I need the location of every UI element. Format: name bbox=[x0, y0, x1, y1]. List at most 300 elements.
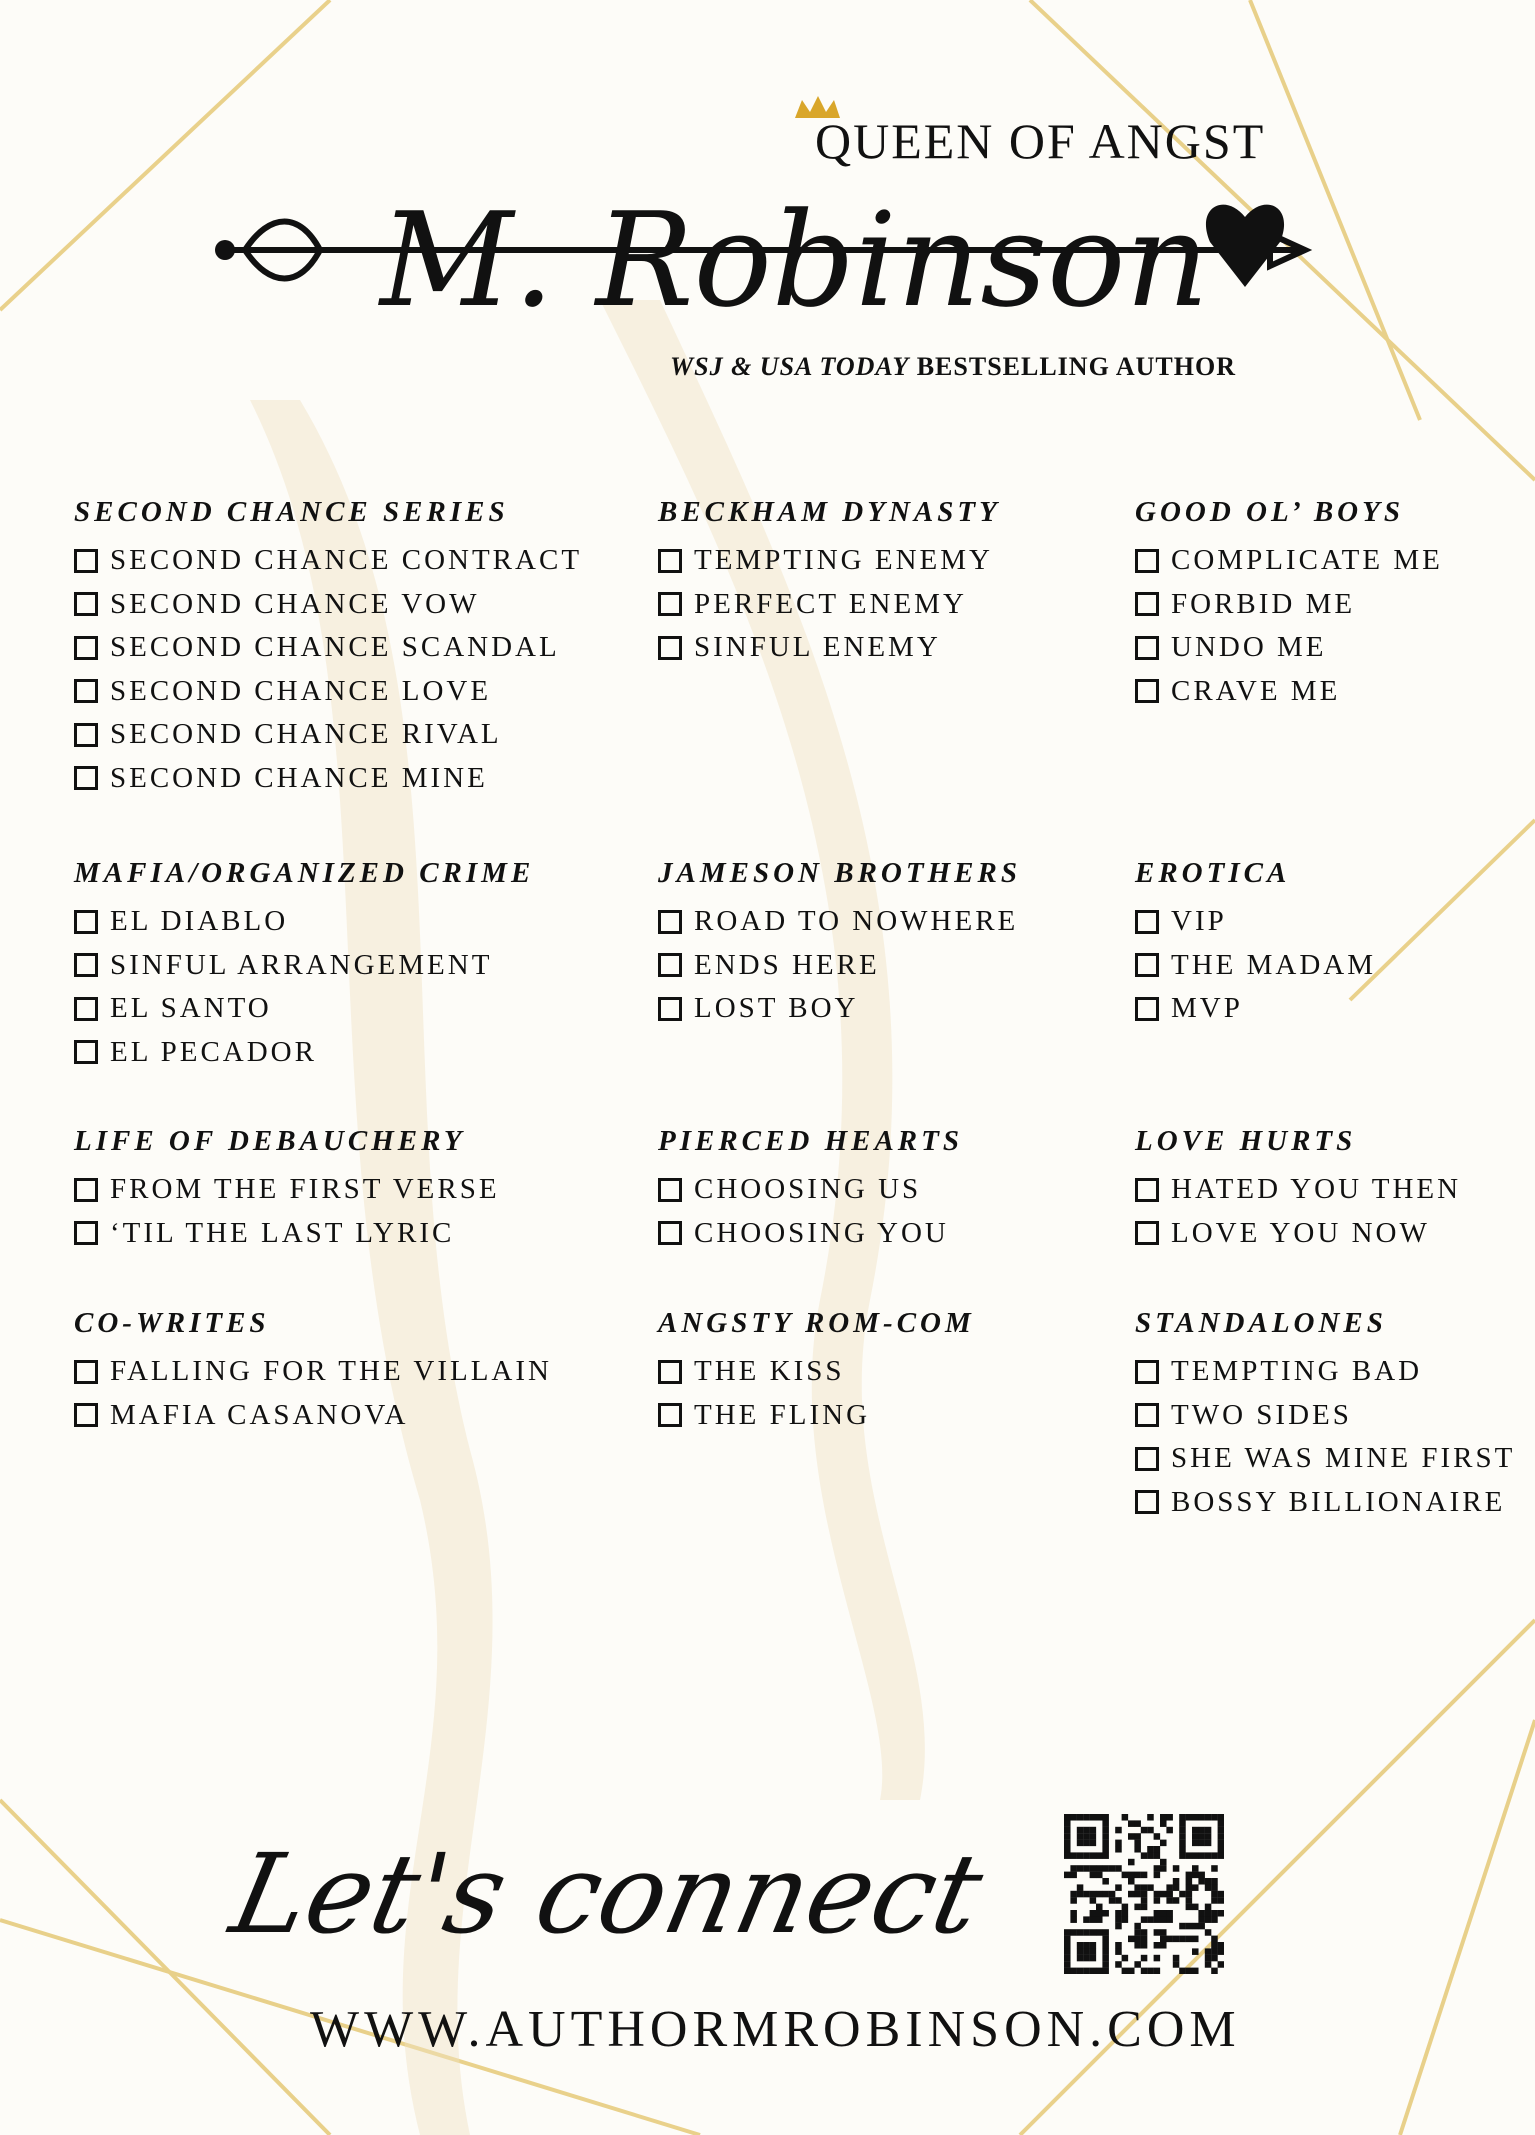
qr-module bbox=[1064, 1929, 1071, 1936]
book-checklist-item[interactable] bbox=[658, 1212, 963, 1256]
qr-module bbox=[1192, 1968, 1199, 1974]
qr-module bbox=[1160, 1936, 1167, 1943]
book-checklist-item[interactable] bbox=[658, 900, 1021, 944]
qr-module bbox=[1134, 1942, 1141, 1949]
book-checklist-item[interactable] bbox=[1135, 539, 1443, 583]
book-checklist-item[interactable] bbox=[1135, 987, 1376, 1031]
qr-module bbox=[1154, 1852, 1161, 1859]
book-title: VIP bbox=[1171, 905, 1227, 938]
qr-module bbox=[1096, 1814, 1103, 1821]
qr-module bbox=[1096, 1852, 1103, 1859]
checkbox[interactable] bbox=[658, 1403, 682, 1427]
qr-module bbox=[1198, 1916, 1205, 1923]
checkbox[interactable] bbox=[1135, 997, 1159, 1021]
qr-module bbox=[1218, 1897, 1224, 1904]
qr-module bbox=[1070, 1968, 1077, 1974]
qr-module bbox=[1102, 1936, 1109, 1943]
qr-module bbox=[1122, 1955, 1129, 1962]
qr-module bbox=[1154, 1942, 1161, 1949]
checkbox[interactable] bbox=[74, 679, 98, 703]
qr-module bbox=[1070, 1814, 1077, 1821]
qr-module bbox=[1160, 1820, 1167, 1827]
book-checklist-item[interactable] bbox=[1135, 1168, 1461, 1212]
qr-module bbox=[1064, 1955, 1071, 1962]
qr-module bbox=[1128, 1859, 1135, 1866]
book-checklist-item[interactable] bbox=[658, 1350, 975, 1394]
qr-module bbox=[1064, 1840, 1071, 1847]
qr-module bbox=[1122, 1814, 1129, 1821]
qr-module bbox=[1115, 1846, 1122, 1853]
series-title: GOOD OL’ BOYS bbox=[1135, 496, 1404, 528]
qr-module bbox=[1211, 1936, 1218, 1943]
checkbox[interactable] bbox=[658, 910, 682, 934]
book-title: BOSSY BILLIONAIRE bbox=[1171, 1485, 1506, 1518]
qr-module bbox=[1147, 1827, 1154, 1834]
book-checklist-item[interactable] bbox=[74, 1212, 500, 1256]
book-title: FROM THE FIRST VERSE bbox=[110, 1173, 500, 1206]
checkbox[interactable] bbox=[658, 953, 682, 977]
book-title: SECOND CHANCE VOW bbox=[110, 587, 480, 620]
series-group bbox=[658, 496, 1001, 670]
book-title: FORBID ME bbox=[1171, 587, 1356, 620]
qr-module bbox=[1102, 1814, 1109, 1821]
qr-module bbox=[1173, 1865, 1180, 1872]
book-title: EL SANTO bbox=[110, 992, 272, 1025]
book-title: SINFUL ENEMY bbox=[694, 631, 941, 664]
qr-module bbox=[1186, 1852, 1193, 1859]
qr-module bbox=[1070, 1891, 1077, 1898]
qr-module bbox=[1134, 1820, 1141, 1827]
qr-module bbox=[1115, 1897, 1122, 1904]
series-title: PIERCED HEARTS bbox=[658, 1125, 963, 1157]
qr-module bbox=[1205, 1884, 1212, 1891]
qr-module bbox=[1160, 1929, 1167, 1936]
book-checklist-item[interactable] bbox=[74, 713, 582, 757]
qr-module bbox=[1083, 1852, 1090, 1859]
qr-module bbox=[1211, 1891, 1218, 1898]
qr-module bbox=[1211, 1968, 1218, 1974]
checkbox[interactable] bbox=[74, 1178, 98, 1202]
qr-module bbox=[1090, 1865, 1097, 1872]
book-title: CHOOSING YOU bbox=[694, 1216, 949, 1249]
book-checklist-item[interactable] bbox=[1135, 944, 1376, 988]
book-title: TEMPTING ENEMY bbox=[694, 544, 993, 577]
book-checklist-item[interactable] bbox=[74, 539, 582, 583]
qr-module bbox=[1090, 1852, 1097, 1859]
qr-module bbox=[1218, 1910, 1224, 1917]
book-checklist-item[interactable] bbox=[1135, 670, 1443, 714]
series-title: MAFIA/ORGANIZED CRIME bbox=[74, 857, 535, 889]
qr-module bbox=[1102, 1840, 1109, 1847]
byline-rest: BESTSELLING AUTHOR bbox=[916, 352, 1236, 381]
qr-module bbox=[1122, 1910, 1129, 1917]
qr-module bbox=[1179, 1968, 1186, 1974]
qr-module bbox=[1083, 1929, 1090, 1936]
website-url[interactable]: WWW.AUTHORMROBINSON.COM bbox=[310, 2001, 1241, 2058]
qr-module bbox=[1090, 1955, 1097, 1962]
qr-module bbox=[1090, 1968, 1097, 1974]
qr-module bbox=[1115, 1884, 1122, 1891]
qr-module bbox=[1096, 1916, 1103, 1923]
qr-module bbox=[1154, 1846, 1161, 1853]
checkbox[interactable] bbox=[74, 1221, 98, 1245]
qr-module bbox=[1083, 1968, 1090, 1974]
qr-module bbox=[1154, 1910, 1161, 1917]
qr-module bbox=[1205, 1929, 1212, 1936]
series-title: LIFE OF DEBAUCHERY bbox=[74, 1125, 466, 1157]
checkbox[interactable] bbox=[74, 953, 98, 977]
qr-module bbox=[1198, 1910, 1205, 1917]
series-group bbox=[1135, 1307, 1515, 1524]
book-checklist-item[interactable] bbox=[658, 583, 1001, 627]
checkbox[interactable] bbox=[1135, 1221, 1159, 1245]
book-checklist-item[interactable] bbox=[74, 987, 534, 1031]
qr-module bbox=[1077, 1833, 1084, 1840]
qr-module bbox=[1173, 1955, 1180, 1962]
qr-module bbox=[1077, 1955, 1084, 1962]
checkbox[interactable] bbox=[1135, 636, 1159, 660]
qr-module bbox=[1211, 1910, 1218, 1917]
qr-module bbox=[1147, 1968, 1154, 1974]
checkbox[interactable] bbox=[658, 1360, 682, 1384]
qr-module bbox=[1205, 1833, 1212, 1840]
qr-module bbox=[1096, 1929, 1103, 1936]
qr-module bbox=[1096, 1910, 1103, 1917]
qr-module bbox=[1218, 1948, 1224, 1955]
qr-module bbox=[1077, 1891, 1084, 1898]
qr-module bbox=[1064, 1833, 1071, 1840]
qr-module bbox=[1154, 1872, 1161, 1879]
qr-module bbox=[1192, 1884, 1199, 1891]
qr-module bbox=[1064, 1827, 1071, 1834]
book-checklist-item[interactable] bbox=[1135, 1350, 1515, 1394]
series-group bbox=[658, 857, 1021, 1031]
qr-module bbox=[1205, 1814, 1212, 1821]
book-checklist-item[interactable] bbox=[74, 944, 534, 988]
qr-module bbox=[1102, 1852, 1109, 1859]
qr-module bbox=[1186, 1897, 1193, 1904]
qr-module bbox=[1134, 1884, 1141, 1891]
qr-module bbox=[1128, 1968, 1135, 1974]
qr-module bbox=[1198, 1840, 1205, 1847]
qr-module bbox=[1179, 1814, 1186, 1821]
qr-module bbox=[1064, 1942, 1071, 1949]
qr-module bbox=[1077, 1884, 1084, 1891]
checkbox[interactable] bbox=[74, 766, 98, 790]
checkbox[interactable] bbox=[1135, 1490, 1159, 1514]
qr-module bbox=[1160, 1859, 1167, 1866]
series-group bbox=[1135, 1125, 1461, 1255]
qr-module bbox=[1141, 1852, 1148, 1859]
qr-module bbox=[1218, 1942, 1224, 1949]
qr-module bbox=[1090, 1942, 1097, 1949]
qr-module bbox=[1115, 1865, 1122, 1872]
checkbox[interactable] bbox=[1135, 679, 1159, 703]
qr-module bbox=[1090, 1814, 1097, 1821]
book-checklist-item[interactable] bbox=[1135, 1437, 1515, 1481]
qr-module bbox=[1179, 1852, 1186, 1859]
qr-module bbox=[1083, 1827, 1090, 1834]
checkbox[interactable] bbox=[1135, 1360, 1159, 1384]
qr-module bbox=[1090, 1910, 1097, 1917]
qr-module bbox=[1077, 1929, 1084, 1936]
qr-module bbox=[1179, 1827, 1186, 1834]
qr-module bbox=[1147, 1814, 1154, 1821]
qr-module bbox=[1205, 1904, 1212, 1911]
book-title: CRAVE ME bbox=[1171, 674, 1341, 707]
qr-module bbox=[1083, 1948, 1090, 1955]
book-checklist-item[interactable] bbox=[658, 987, 1021, 1031]
qr-module bbox=[1141, 1942, 1148, 1949]
book-checklist-item[interactable] bbox=[74, 670, 582, 714]
qr-module bbox=[1083, 1891, 1090, 1898]
book-checklist-item[interactable] bbox=[1135, 626, 1443, 670]
qr-module bbox=[1064, 1846, 1071, 1853]
qr-module bbox=[1192, 1827, 1199, 1834]
qr-module bbox=[1090, 1827, 1097, 1834]
qr-module bbox=[1064, 1852, 1071, 1859]
tagline: QUEEN OF ANGST bbox=[815, 113, 1266, 169]
book-title: EL DIABLO bbox=[110, 905, 289, 938]
qr-module bbox=[1070, 1872, 1077, 1879]
book-checklist-item[interactable] bbox=[74, 1350, 552, 1394]
lets-connect-script: Let's connect bbox=[221, 1830, 994, 1958]
qr-module bbox=[1154, 1833, 1161, 1840]
book-checklist-item[interactable] bbox=[658, 539, 1001, 583]
book-checklist-item[interactable] bbox=[74, 626, 582, 670]
book-title: ‘TIL THE LAST LYRIC bbox=[110, 1216, 455, 1249]
qr-module bbox=[1128, 1878, 1135, 1885]
book-checklist-item[interactable] bbox=[658, 626, 1001, 670]
qr-module bbox=[1147, 1852, 1154, 1859]
checkbox[interactable] bbox=[658, 549, 682, 573]
qr-module bbox=[1141, 1891, 1148, 1898]
qr-module bbox=[1179, 1846, 1186, 1853]
checkbox[interactable] bbox=[74, 1360, 98, 1384]
qr-module bbox=[1173, 1878, 1180, 1885]
qr-module bbox=[1077, 1948, 1084, 1955]
series-group bbox=[1135, 857, 1376, 1031]
qr-module bbox=[1077, 1968, 1084, 1974]
qr-module bbox=[1198, 1923, 1205, 1930]
qr-module bbox=[1147, 1884, 1154, 1891]
book-title: UNDO ME bbox=[1171, 631, 1327, 664]
book-title: MAFIA CASANOVA bbox=[110, 1398, 409, 1431]
byline-italic: WSJ & USA TODAY bbox=[670, 352, 910, 381]
qr-module bbox=[1205, 1852, 1212, 1859]
qr-module bbox=[1122, 1916, 1129, 1923]
qr-module bbox=[1198, 1878, 1205, 1885]
qr-module bbox=[1205, 1955, 1212, 1962]
qr-module bbox=[1186, 1878, 1193, 1885]
book-title: FALLING FOR THE VILLAIN bbox=[110, 1355, 552, 1388]
checkbox[interactable] bbox=[74, 1040, 98, 1064]
checkbox[interactable] bbox=[74, 997, 98, 1021]
book-title: TEMPTING BAD bbox=[1171, 1355, 1423, 1388]
qr-module bbox=[1096, 1891, 1103, 1898]
qr-module bbox=[1141, 1955, 1148, 1962]
checkbox[interactable] bbox=[74, 910, 98, 934]
checkbox[interactable] bbox=[1135, 1447, 1159, 1471]
checkbox[interactable] bbox=[658, 636, 682, 660]
qr-module bbox=[1192, 1833, 1199, 1840]
series-title: ANGSTY ROM-COM bbox=[658, 1307, 975, 1339]
series-group bbox=[74, 857, 534, 1074]
qr-module bbox=[1070, 1897, 1077, 1904]
qr-module bbox=[1134, 1833, 1141, 1840]
qr-module bbox=[1102, 1955, 1109, 1962]
qr-module bbox=[1205, 1827, 1212, 1834]
qr-module bbox=[1134, 1936, 1141, 1943]
book-checklist-item[interactable] bbox=[74, 1394, 552, 1438]
checkbox[interactable] bbox=[1135, 549, 1159, 573]
book-checklist-item[interactable] bbox=[1135, 1481, 1515, 1525]
byline bbox=[670, 352, 1236, 382]
qr-module bbox=[1141, 1936, 1148, 1943]
logo-lettering: M. Robinson bbox=[380, 184, 1210, 336]
checkbox[interactable] bbox=[74, 592, 98, 616]
qr-module bbox=[1173, 1884, 1180, 1891]
checkbox[interactable] bbox=[1135, 953, 1159, 977]
qr-module bbox=[1166, 1897, 1173, 1904]
series-title: LOVE HURTS bbox=[1135, 1125, 1357, 1157]
qr-module bbox=[1166, 1891, 1173, 1898]
qr-module bbox=[1141, 1884, 1148, 1891]
checkbox[interactable] bbox=[74, 549, 98, 573]
qr-module bbox=[1090, 1916, 1097, 1923]
qr-module bbox=[1115, 1942, 1122, 1949]
qr-module bbox=[1077, 1827, 1084, 1834]
qr-module bbox=[1198, 1872, 1205, 1879]
qr-module bbox=[1083, 1942, 1090, 1949]
book-checklist-item[interactable] bbox=[658, 1394, 975, 1438]
qr-code[interactable] bbox=[1064, 1814, 1224, 1974]
qr-module bbox=[1218, 1827, 1224, 1834]
qr-module bbox=[1083, 1833, 1090, 1840]
qr-module bbox=[1102, 1929, 1109, 1936]
book-checklist-item[interactable] bbox=[658, 1168, 963, 1212]
qr-module bbox=[1102, 1961, 1109, 1968]
qr-module bbox=[1141, 1897, 1148, 1904]
qr-module bbox=[1211, 1884, 1218, 1891]
qr-module bbox=[1096, 1968, 1103, 1974]
qr-module bbox=[1102, 1891, 1109, 1898]
checkbox[interactable] bbox=[658, 592, 682, 616]
qr-module bbox=[1096, 1872, 1103, 1879]
checkbox[interactable] bbox=[74, 636, 98, 660]
book-checklist-item[interactable] bbox=[658, 944, 1021, 988]
qr-module bbox=[1134, 1891, 1141, 1898]
qr-module bbox=[1109, 1891, 1116, 1898]
book-checklist-item[interactable] bbox=[1135, 1212, 1461, 1256]
book-checklist-item[interactable] bbox=[74, 757, 582, 801]
qr-module bbox=[1128, 1936, 1135, 1943]
qr-module bbox=[1154, 1897, 1161, 1904]
qr-module bbox=[1218, 1820, 1224, 1827]
book-checklist-item[interactable] bbox=[74, 900, 534, 944]
checkbox[interactable] bbox=[74, 723, 98, 747]
qr-module bbox=[1134, 1923, 1141, 1930]
qr-module bbox=[1134, 1872, 1141, 1879]
qr-module bbox=[1179, 1840, 1186, 1847]
qr-module bbox=[1147, 1846, 1154, 1853]
qr-module bbox=[1218, 1891, 1224, 1898]
qr-module bbox=[1192, 1904, 1199, 1911]
book-title: LOVE YOU NOW bbox=[1171, 1216, 1430, 1249]
book-checklist-item[interactable] bbox=[74, 583, 582, 627]
book-checklist-item[interactable] bbox=[1135, 1394, 1515, 1438]
qr-module bbox=[1166, 1827, 1173, 1834]
qr-module bbox=[1147, 1916, 1154, 1923]
qr-module bbox=[1090, 1891, 1097, 1898]
qr-module bbox=[1109, 1897, 1116, 1904]
checkbox[interactable] bbox=[658, 997, 682, 1021]
qr-module bbox=[1077, 1840, 1084, 1847]
qr-module bbox=[1070, 1910, 1077, 1917]
qr-module bbox=[1083, 1955, 1090, 1962]
qr-module bbox=[1077, 1814, 1084, 1821]
qr-module bbox=[1128, 1891, 1135, 1898]
qr-module bbox=[1115, 1840, 1122, 1847]
qr-module bbox=[1128, 1872, 1135, 1879]
qr-module bbox=[1166, 1936, 1173, 1943]
qr-module bbox=[1083, 1814, 1090, 1821]
qr-module bbox=[1115, 1923, 1122, 1930]
qr-module bbox=[1154, 1865, 1161, 1872]
qr-module bbox=[1205, 1961, 1212, 1968]
qr-module bbox=[1122, 1904, 1129, 1911]
book-checklist-item[interactable] bbox=[74, 1031, 534, 1075]
qr-module bbox=[1192, 1923, 1199, 1930]
qr-module bbox=[1192, 1936, 1199, 1943]
book-checklist-item[interactable] bbox=[74, 1168, 500, 1212]
qr-module bbox=[1115, 1961, 1122, 1968]
book-checklist-item[interactable] bbox=[1135, 900, 1376, 944]
book-checklist-item[interactable] bbox=[1135, 583, 1443, 627]
qr-module bbox=[1115, 1916, 1122, 1923]
checkbox[interactable] bbox=[1135, 910, 1159, 934]
qr-module bbox=[1064, 1872, 1071, 1879]
checkbox[interactable] bbox=[1135, 592, 1159, 616]
qr-module bbox=[1211, 1865, 1218, 1872]
checkbox[interactable] bbox=[1135, 1178, 1159, 1202]
qr-module bbox=[1211, 1814, 1218, 1821]
qr-module bbox=[1160, 1814, 1167, 1821]
checkbox[interactable] bbox=[1135, 1403, 1159, 1427]
qr-module bbox=[1134, 1904, 1141, 1911]
book-title: THE KISS bbox=[694, 1355, 845, 1388]
checkbox[interactable] bbox=[74, 1403, 98, 1427]
book-title: CHOOSING US bbox=[694, 1173, 922, 1206]
qr-module bbox=[1134, 1961, 1141, 1968]
qr-module bbox=[1205, 1840, 1212, 1847]
checkbox[interactable] bbox=[658, 1221, 682, 1245]
qr-module bbox=[1096, 1904, 1103, 1911]
book-title: ENDS HERE bbox=[694, 948, 880, 981]
qr-module bbox=[1218, 1961, 1224, 1968]
qr-module bbox=[1198, 1833, 1205, 1840]
qr-module bbox=[1211, 1948, 1218, 1955]
qr-module bbox=[1179, 1923, 1186, 1930]
qr-module bbox=[1064, 1820, 1071, 1827]
qr-module bbox=[1077, 1865, 1084, 1872]
qr-module bbox=[1141, 1827, 1148, 1834]
qr-module bbox=[1154, 1955, 1161, 1962]
checkbox[interactable] bbox=[658, 1178, 682, 1202]
qr-module bbox=[1154, 1916, 1161, 1923]
qr-module bbox=[1070, 1916, 1077, 1923]
qr-module bbox=[1205, 1910, 1212, 1917]
